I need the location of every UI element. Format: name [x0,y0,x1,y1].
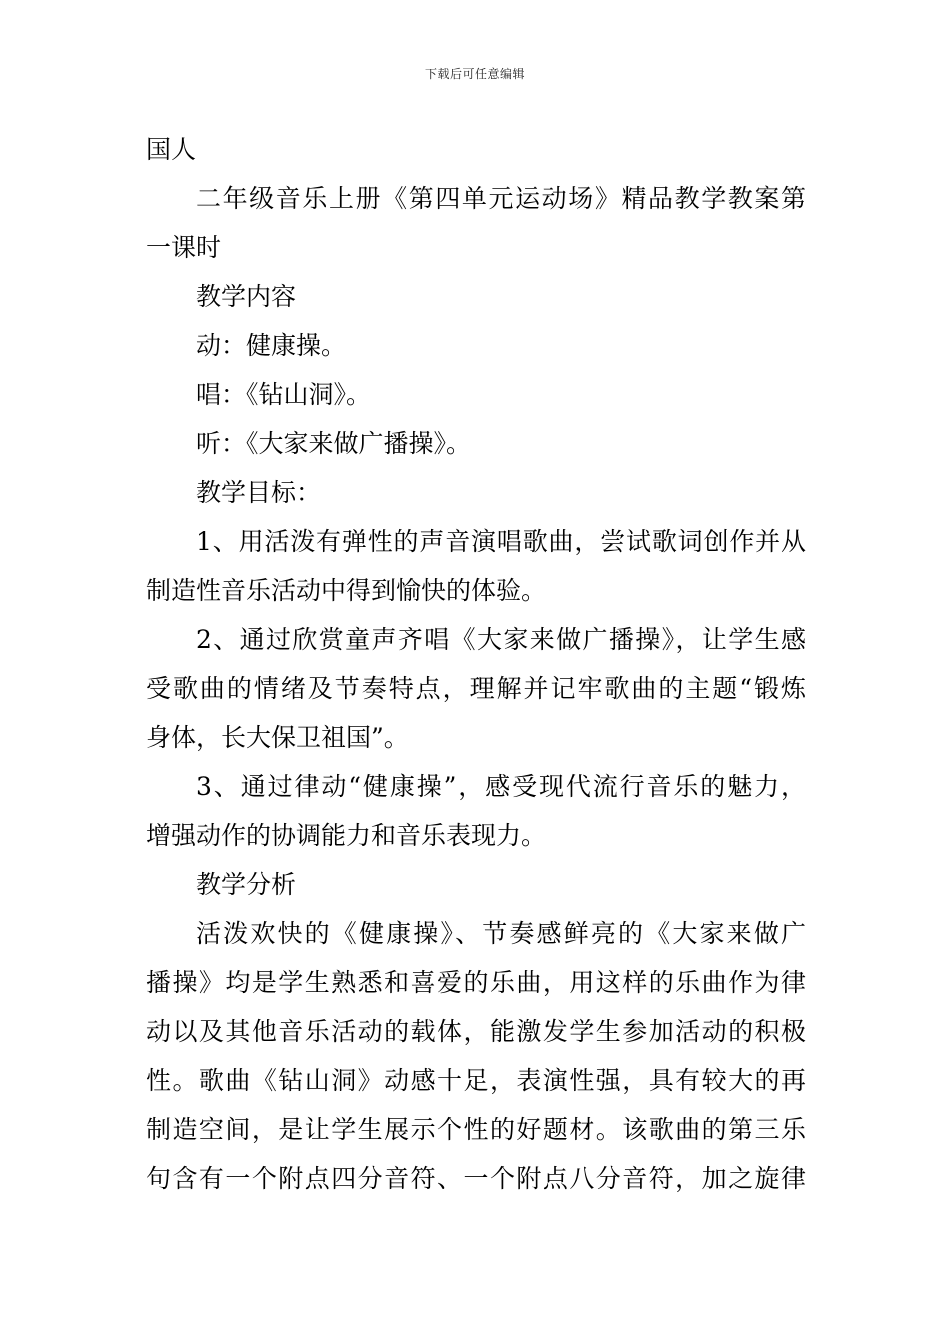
text-line: 句含有一个附点四分音符、一个附点八分音符，加之旋律 [146,1164,806,1193]
text-line: 教学内容 [196,282,297,311]
text-line: 受歌曲的情绪及节奏特点，理解并记牢歌曲的主题“锻炼 [146,674,806,703]
text-line: 动：健康操。 [196,331,347,360]
page-header: 下载后可任意编辑 [424,67,525,81]
text-line: 身体，长大保卫祖国”。 [146,723,409,752]
text-line: 二年级音乐上册《第四单元运动场》精品教学教案第 [196,184,806,213]
text-line: 1、用活泼有弹性的声音演唱歌曲，尝试歌词创作并从 [196,527,806,556]
text-line: 3、通过律动“健康操”，感受现代流行音乐的魅力， [196,772,806,801]
text-line: 活泼欢快的《健康操》、节奏感鲜亮的《大家来做广 [196,919,806,948]
text-line: 播操》均是学生熟悉和喜爱的乐曲，用这样的乐曲作为律 [146,968,806,997]
text-line: 一课时 [146,233,222,262]
text-line: 制造空间，是让学生展示个性的好题材。该歌曲的第三乐 [146,1115,806,1144]
text-line: 听：《大家来做广播操》。 [196,429,472,458]
text-line: 性。歌曲《钻山洞》动感十足，表演性强，具有较大的再 [146,1066,806,1095]
text-line: 2、通过欣赏童声齐唱《大家来做广播操》，让学生感 [196,625,806,654]
text-line: 唱：《钻山洞》。 [196,380,372,409]
text-line: 国人 [146,135,197,164]
text-line: 动以及其他音乐活动的载体，能激发学生参加活动的积极 [146,1017,806,1046]
text-line: 制造性音乐活动中得到愉快的体验。 [146,576,547,605]
text-line: 增强动作的协调能力和音乐表现力。 [146,821,547,850]
document-body [146,125,806,1203]
text-line: 教学分析 [196,870,297,899]
text-line: 教学目标： [196,478,322,507]
